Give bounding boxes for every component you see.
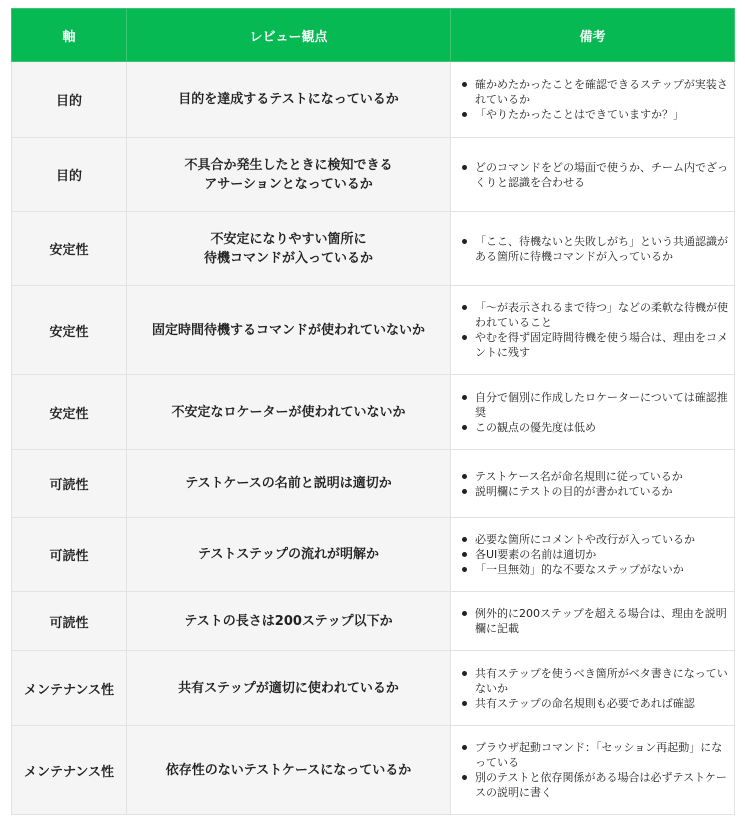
notes-list (457, 234, 728, 264)
notes-cell (451, 138, 735, 212)
note-item: テストケース名が命名規則に従っているか (475, 469, 728, 484)
review-point-cell (127, 212, 451, 286)
notes-list (457, 77, 728, 122)
note-item: どのコマンドをどの場面で使うか、チーム内でざっくりと認識を合わせる (475, 160, 728, 189)
table-row (12, 450, 735, 518)
table-row (12, 518, 735, 592)
notes-cell (451, 726, 735, 815)
notes-list (457, 390, 728, 435)
axis-cell: 目的 (12, 62, 127, 138)
axis-cell: 目的 (12, 138, 127, 212)
table-row (12, 375, 735, 450)
note-item: 確かめたかったことを確認できるステップが実装されているか (475, 78, 728, 106)
notes-list (457, 532, 728, 577)
notes-cell (451, 286, 735, 375)
review-point-text: テストステップの流れが明解か (197, 547, 380, 562)
note-item: この観点の優先度は低め (475, 420, 728, 435)
table-body (12, 62, 735, 815)
note-item: 「一旦無効」的な不要なステップがないか (475, 562, 728, 577)
notes-cell (451, 212, 735, 286)
notes-list (457, 160, 728, 190)
column-header-axis: 軸 (12, 9, 127, 62)
note-item: 共有ステップの命名規則も必要であれば確認 (475, 696, 728, 711)
review-point-cell (127, 375, 451, 450)
table-row (12, 212, 735, 286)
review-point-text: 依存性のないテストケースになっているか (165, 762, 412, 778)
note-item: 「〜が表示されるまで待つ」などの柔軟な待機が使われていること (475, 301, 728, 329)
table-row (12, 62, 735, 138)
axis-cell: 可読性 (12, 518, 127, 592)
review-point-text: 不具合か発生したときに検知できる (184, 157, 393, 173)
review-point-cell (127, 651, 451, 726)
table-row (12, 286, 735, 375)
review-point-text: 不安定なロケーターが使われていないか (171, 404, 406, 420)
table-row (12, 138, 735, 212)
review-point-cell (127, 138, 451, 212)
note-item: 自分で個別に作成したロケーターについては確認推奨 (475, 390, 728, 419)
review-point-text: テストの長さは200ステップ以下か (184, 613, 393, 629)
note-item: 「やりたかったことはできていますか？」 (475, 107, 728, 122)
axis-cell: 可読性 (12, 592, 127, 651)
notes-cell (451, 651, 735, 726)
notes-list (457, 606, 728, 636)
review-point-cell (127, 62, 451, 138)
notes-list (457, 740, 728, 800)
notes-list (457, 300, 728, 360)
notes-cell (451, 62, 735, 138)
notes-list (457, 469, 728, 499)
header-row (12, 9, 735, 62)
review-point-text: 目的を達成するテストになっているか (178, 92, 399, 107)
note-item: 例外的に200ステップを超える場合は、理由を説明欄に記載 (475, 607, 727, 635)
review-point-text: 待機コマンドが入っているか (203, 250, 373, 266)
axis-cell: メンテナンス性 (12, 651, 127, 726)
note-item: 共有ステップを使うべき箇所がベタ書きになっていないか (475, 666, 728, 695)
axis-cell: メンテナンス性 (12, 726, 127, 815)
notes-cell (451, 375, 735, 450)
review-table-container (11, 8, 734, 815)
review-point-text: 共有ステップが適切に使われているか (178, 680, 399, 696)
review-point-cell (127, 286, 451, 375)
notes-cell (451, 592, 735, 651)
table-row (12, 651, 735, 726)
review-point-text: テストケースの名前と説明は適切か (185, 476, 392, 491)
review-point-cell (127, 592, 451, 651)
note-item: 各UI要素の名前は適切か (475, 547, 728, 562)
note-item: 説明欄にテストの目的が書かれているか (475, 484, 728, 499)
review-point-cell (127, 726, 451, 815)
review-point-text: 固定時間待機するコマンドが使われていないか (151, 322, 425, 338)
review-point-cell (127, 450, 451, 518)
axis-cell: 可読性 (12, 450, 127, 518)
axis-cell: 安定性 (12, 375, 127, 450)
table-header (12, 9, 735, 62)
table-row (12, 592, 735, 651)
notes-list (457, 666, 728, 711)
note-item: 別のテストと依存関係がある場合は必ずテストケースの説明に書く (475, 771, 727, 799)
note-item: 必要な箇所にコメントや改行が入っているか (475, 532, 728, 547)
notes-cell (451, 518, 735, 592)
notes-cell (451, 450, 735, 518)
axis-cell: 安定性 (12, 286, 127, 375)
note-item: やむを得ず固定時間待機を使う場合は、理由をコメントに残す (475, 331, 728, 359)
table-row (12, 726, 735, 815)
note-item: ブラウザ起動コマンド：「セッション再起動」になっている (475, 740, 728, 770)
review-point-text: アサーションとなっているか (204, 176, 373, 192)
review-point-cell (127, 518, 451, 592)
column-header-notes: 備考 (451, 9, 735, 62)
column-header-review-point: レビュー観点 (127, 9, 451, 62)
review-point-text: 不安定になりやすい箇所に (210, 231, 367, 247)
axis-cell: 安定性 (12, 212, 127, 286)
note-item: 「ここ、待機ないと失敗しがち」という共通認識がある箇所に待機コマンドが入っているか (475, 234, 728, 263)
review-checklist-table (11, 8, 735, 815)
